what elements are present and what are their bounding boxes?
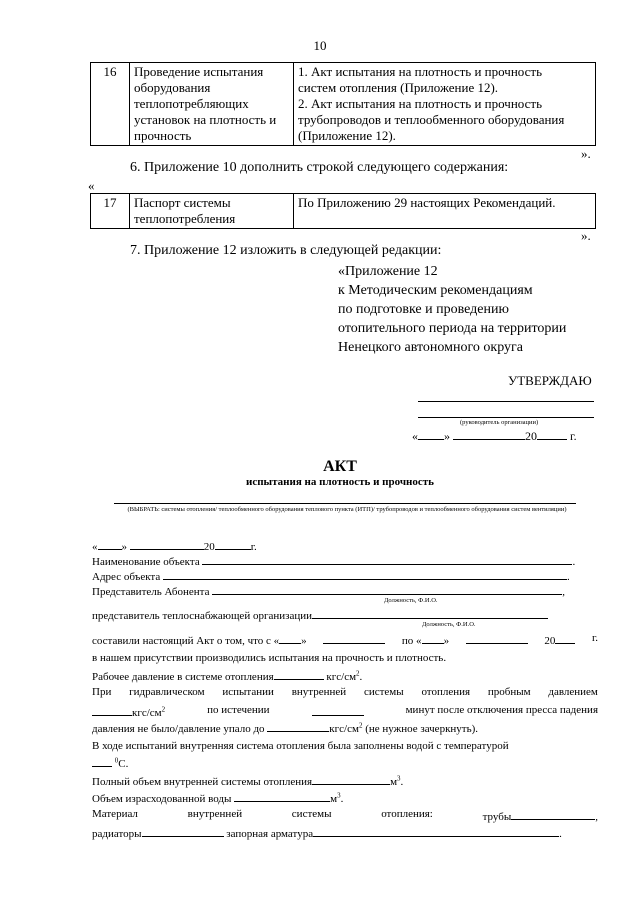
presence-text: в нашем присутствии производились испытания на прочность и плотность. <box>92 652 447 664</box>
close-quote: ». <box>581 146 591 161</box>
compiled-line: составили настоящий Акт о том, что с « » по « » 20 г. <box>92 632 598 647</box>
approval-title: УТВЕРЖДАЮ <box>508 373 592 388</box>
act-subtitle: испытания на плотность и прочность <box>245 476 434 488</box>
choose-line <box>114 503 576 504</box>
material-line: Материал внутренней системы отопления: трубы , <box>92 808 598 823</box>
choose-note: (ВЫБРАТЬ: системы отопления/ теплообменного оборудования теплового пункта (ИТП)/ трубопроводов и теплообменного оборудования систем вентиляции) <box>127 506 567 513</box>
appendix-header: «Приложение 12 к Методическим рекомендациям по подготовке и проведению отопительного периода на территории Ненецкого автономного округа <box>338 264 567 355</box>
approval-date: « » 20 г. <box>412 429 577 443</box>
subscriber-rep-field: Представитель Абонента , <box>92 583 565 599</box>
page-number: 10 <box>313 38 327 53</box>
hydro-line-2: кгс/$см^2$ по истечении минут после отключения пресса падения <box>92 704 598 719</box>
row-number: 17 <box>91 194 130 229</box>
hydro-line-3: давления не было/давление упало до кгс/$см^2$ (не нужное зачеркнуть). <box>92 721 479 735</box>
object-name-field: Наименование объекта . <box>92 553 575 569</box>
row-number: 16 <box>91 63 130 146</box>
radiators-line: радиаторы запорная арматура . <box>92 825 562 841</box>
row-name: Проведение испытания оборудования теплопотребляющих установок на плотность и прочность <box>130 63 294 146</box>
table-row-16 <box>90 62 596 146</box>
approval-line <box>418 401 594 402</box>
open-quote: « <box>88 178 95 193</box>
hydro-line-1: При гидравлическом испытании внутренней системы отопления пробным давлением <box>92 686 598 698</box>
row-documents: 1. Акт испытания на плотность и прочность систем отопления (Приложение 12). 2. Акт испытания на плотность и прочность трубопроводов и теплообменного оборудования (Приложение 12). <box>294 63 596 146</box>
water-used-field: Объем израсходованной воды $м^3$. <box>92 791 344 805</box>
close-quote: ». <box>581 228 591 243</box>
filled-line-2: $^0$С. <box>92 755 128 771</box>
item-7-text: 7. Приложение 12 изложить в следующей редакции: <box>130 243 442 258</box>
object-address-field: Адрес объекта . <box>92 568 570 584</box>
table-row-17 <box>90 193 596 229</box>
act-title: АКТ <box>323 458 357 475</box>
row-name: Паспорт системы теплопотребления <box>130 194 294 229</box>
working-pressure-field: Рабочее давление в системе отопления кгс/$см^2$. <box>92 669 363 683</box>
supplier-rep-field: представитель теплоснабжающей организации <box>92 607 548 623</box>
approval-line <box>418 417 594 418</box>
item-6-text: 6. Приложение 10 дополнить строкой следующего содержания: <box>130 160 509 175</box>
total-volume-field: Полный объем внутренней системы отопления $м^3$. <box>92 774 404 788</box>
position-caption: Должность, Ф.И.О. <box>422 621 476 628</box>
act-date: « » 20 г. <box>92 538 257 554</box>
approval-caption: (руководитель организации) <box>460 419 539 426</box>
position-caption: Должность, Ф.И.О. <box>384 597 438 604</box>
filled-line-1: В ходе испытаний внутренняя система отопления была заполнены водой с температурой <box>92 740 509 752</box>
row-documents: По Приложению 29 настоящих Рекомендаций. <box>294 194 596 229</box>
